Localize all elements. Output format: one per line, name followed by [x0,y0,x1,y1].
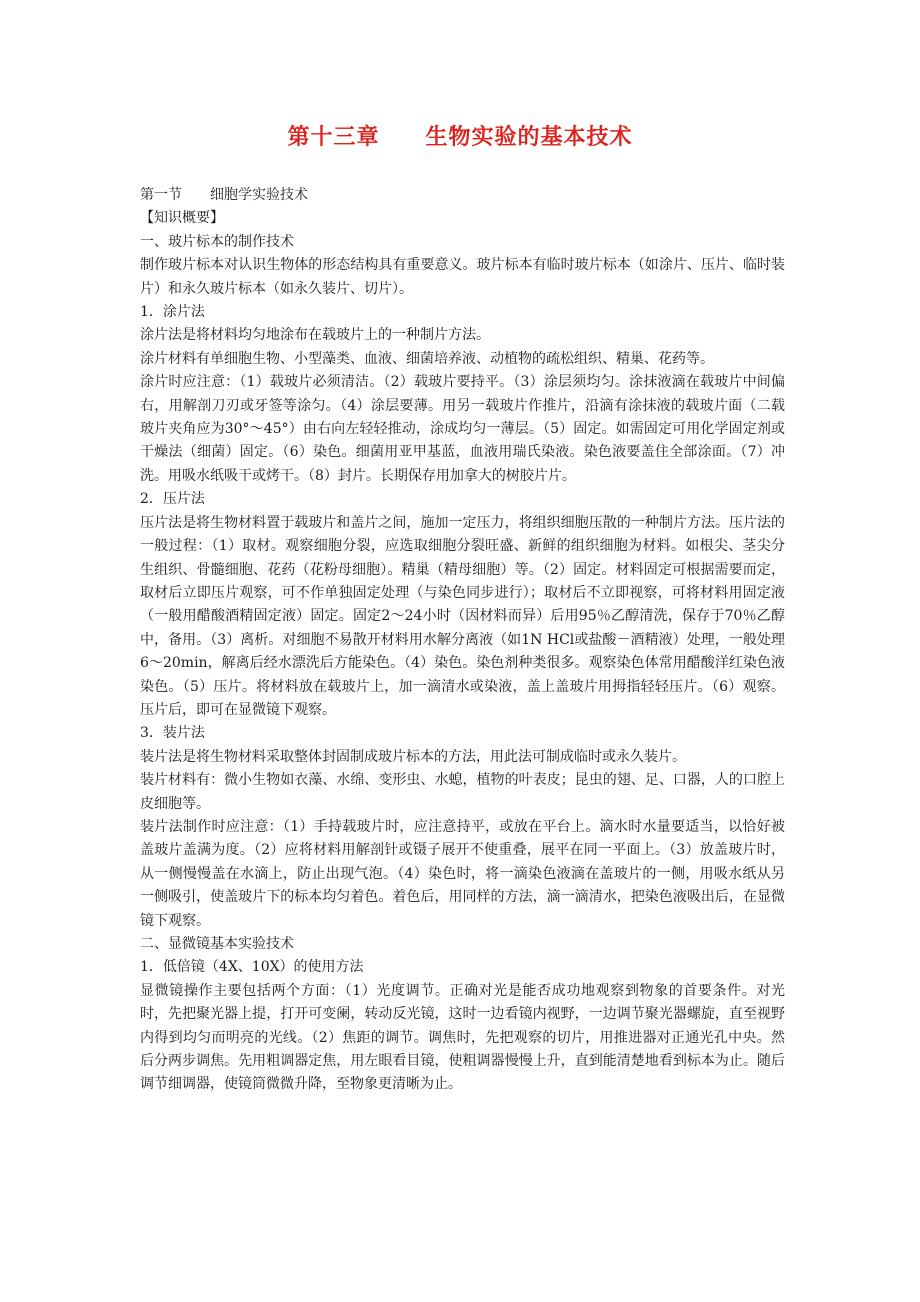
paragraph: 装片材料有：微小生物如衣藻、水绵、变形虫、水螅，植物的叶表皮；昆虫的翅、足、口器，人的口腔上皮细胞等。 [140,772,785,812]
paragraph: 装片法制作时应注意：（1）手持载玻片时，应注意持平，或放在平台上。滴水时水量要适当，以恰好被盖玻片盖满为度。（2）应将材料用解剖针或镊子展开不使重叠，展平在同一平面上。（3）放盖玻片时，从一侧慢慢盖在水滴上，防止出现气泡。（4）染色时，将一滴染色液滴在盖玻片的一侧，用吸水纸从另一侧吸引，使盖玻片下的标本均匀着色。着色后，用同样的方法，滴一滴清水，把染色液吸出后，在显微镜下观察。 [140,818,785,929]
paragraph: 显微镜操作主要包括两个方面：（1）光度调节。正确对光是能否成功地观察到物象的首要条件。对光时，先把聚光器上提，打开可变阑，转动反光镜，这时一边看镜内视野，一边调节聚光器螺旋，直至视野内得到均匀而明亮的光线。（2）焦距的调节。调焦时，先把观察的切片，用推进器对正通光孔中央。然后分两步调焦。先用粗调器定焦，用左眼看目镜，使粗调器慢慢上升，直到能清楚地看到标本为止。随后调节细调器，使镜筒微微升降，至物象更清晰为止。 [140,982,785,1093]
subsection-heading: 二、显微镜基本实验技术 [140,936,294,952]
paragraph: 涂片时应注意：（1）载玻片必须清洁。（2）载玻片要持平。（3）涂层须均匀。涂抹液滴在载玻片中间偏右，用解剖刀刃或牙签等涂匀。（4）涂层要薄。用另一载玻片作推片，沿滴有涂抹液的载玻片面（二载玻片夹角应为30°～45°）由右向左轻轻推动，涂成均匀一薄层。（5）固定。如需固定可用化学固定剂或干燥法（细菌）固定。（6）染色。细菌用亚甲基蓝，血液用瑞氏染液。染色液要盖住全部涂面。（7）冲洗。用吸水纸吸干或烤干。（8）封片。长期保存用加拿大的树胶片片。 [140,374,785,484]
paragraph: 涂片法是将材料均匀地涂布在载玻片上的一种制片方法。 [140,327,490,344]
subsection-heading: 一、玻片标本的制作技术 [140,233,294,250]
chapter-title: 第十三章 生物实验的基本技术 [287,125,633,150]
paragraph: 制作玻片标本对认识生物体的形态结构具有重要意义。玻片标本有临时玻片标本（如涂片、压片、临时装片）和永久玻片标本（如永久装片、切片）。 [140,257,785,297]
section-heading: 第一节 细胞学实验技术 [140,187,308,203]
item-heading: 1．涂片法 [140,304,205,321]
knowledge-overview-heading: 【知识概要】 [140,210,224,227]
paragraph: 涂片材料有单细胞生物、小型藻类、血液、细菌培养液、动植物的疏松组织、精巢、花药等。 [140,350,714,367]
document-body [140,184,785,1097]
item-heading: 2．压片法 [140,491,205,508]
item-heading: 3．装片法 [140,725,205,742]
paragraph: 装片法是将生物材料采取整体封固制成玻片标本的方法，用此法可制成临时或永久装片。 [140,748,686,765]
item-heading: 1．低倍镜（4X、10X）的使用方法 [140,959,364,976]
paragraph: 压片法是将生物材料置于载玻片和盖片之间，施加一定压力，将组织细胞压散的一种制片方法。压片法的一般过程：（1）取材。观察细胞分裂，应选取细胞分裂旺盛、新鲜的组织细胞为材料。如根尖、茎尖分生组织、骨髓细胞、花药（花粉母细胞）。精巢（精母细胞）等。（2）固定。材料固定可根据需要而定，取材后立即压片观察，可不作单独固定处理（与染色同步进行）；取材后不立即视察，可将材料用固定液（一般用醋酸酒精固定液）固定。固定2～24小时（因材料而异）后用95％乙醇清洗，保存于70％乙醇中，备用。（3）离析。对细胞不易散开材料用水解分离液（如1N HCl或盐酸－酒精液）处理，一般处理6～20min，解离后经水漂洗后方能染色。（4）染色。染色剂种类很多。观察染色体常用醋酸洋红染色液染色。（5）压片。将材料放在载玻片上，加一滴清水或染液，盖上盖玻片用拇指轻轻压片。（6）观察。压片后，即可在显微镜下观察。 [140,514,785,718]
